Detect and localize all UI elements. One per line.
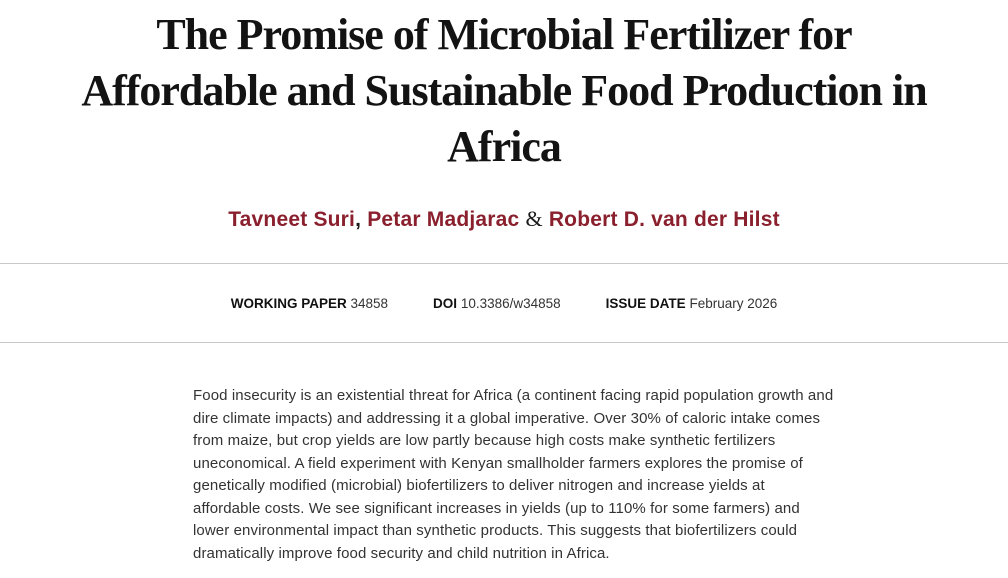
doi-label: DOI [433, 295, 458, 311]
title-line-3: Africa [447, 122, 561, 171]
abstract-section [193, 385, 836, 565]
title-line-2: Affordable and Sustainable Food Production in [81, 66, 927, 115]
issue-date-label: ISSUE DATE [605, 295, 686, 311]
doi-meta [433, 296, 561, 311]
issue-date-meta [606, 296, 778, 311]
authors-line [0, 206, 1008, 232]
author-link-robert-van-der-hilst[interactable]: Robert D. van der Hilst [548, 208, 780, 231]
abstract-text: Food insecurity is an existential threat for Africa (a continent facing rapid population growth and dire climate impacts) and addressing it a global imperative. Over 30% of caloric intake comes from maize, but crop yields are low partly because high costs make synthetic fertilizers uneconomical. A field experiment with Kenyan smallholder farmers explores the promise of genetically modified (microbial) biofertilizers to deliver nitrogen and increase yields at affordable costs. We see significant increases in yields (up to 110% for some farmers) and lower environmental impact than synthetic products. This suggests that biofertilizers could dramatically improve food security and child nutrition in Africa. [193, 387, 834, 562]
working-paper-label: WORKING PAPER [230, 295, 347, 311]
author-separator-comma: , [355, 208, 362, 231]
author-link-petar-madjarac[interactable]: Petar Madjarac [367, 208, 520, 231]
doi-value: 10.3386/w34858 [460, 295, 561, 311]
page-title [0, 0, 1008, 175]
author-link-tavneet-suri[interactable]: Tavneet Suri [228, 208, 356, 231]
working-paper-meta [231, 296, 388, 311]
author-separator-ampersand: & [525, 206, 543, 231]
paper-meta-bar [0, 263, 1008, 343]
working-paper-number: 34858 [350, 295, 389, 311]
issue-date-value: February 2026 [689, 295, 778, 311]
title-line-1: The Promise of Microbial Fertilizer for [156, 10, 852, 59]
